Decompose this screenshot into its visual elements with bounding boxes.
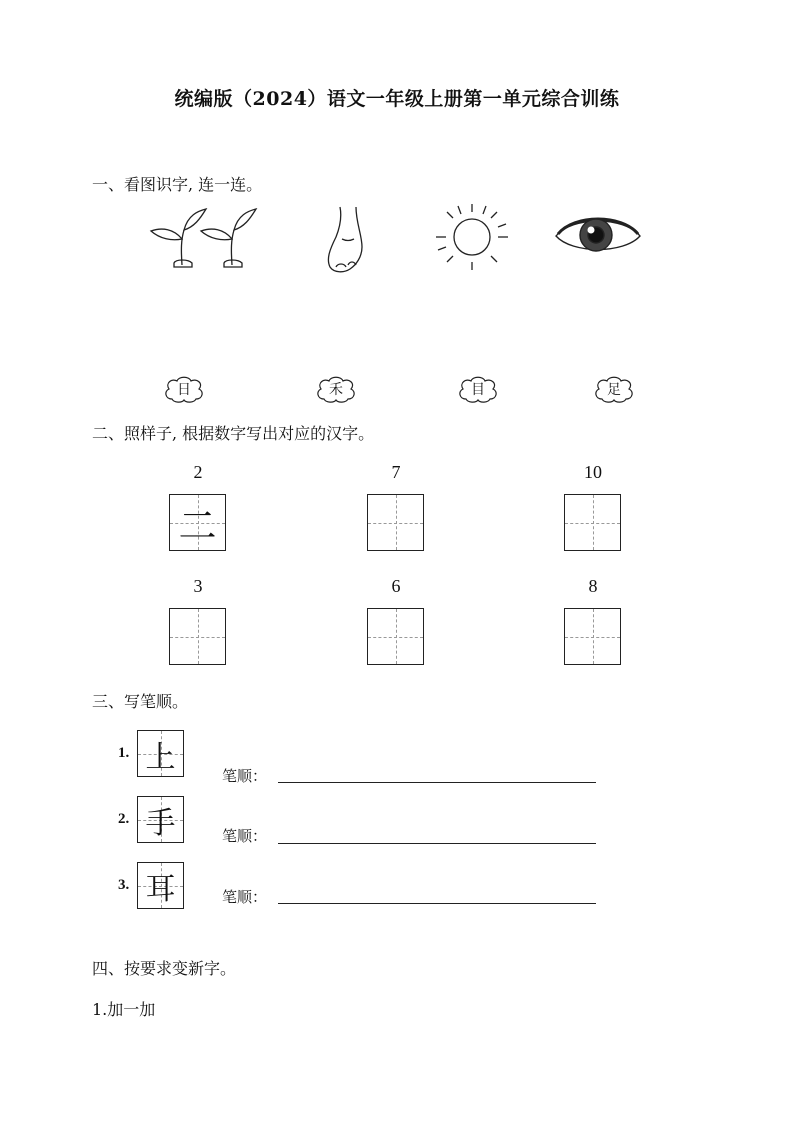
char-box — [137, 796, 184, 843]
word-card-mu[interactable] — [456, 374, 500, 404]
stroke-order-label: 笔顺： — [222, 827, 268, 845]
char-box — [137, 862, 184, 909]
item-index: 3. — [118, 877, 130, 893]
writing-box — [169, 494, 226, 551]
sprout-icon — [148, 205, 258, 271]
word-card-zu[interactable] — [592, 374, 636, 404]
char-box — [137, 730, 184, 777]
section4-heading: 四、按要求变新字。 — [92, 959, 237, 978]
answer-line[interactable] — [278, 843, 596, 844]
number-label: 10 — [584, 462, 602, 482]
stroke-char: 手 — [145, 805, 176, 841]
answer-char — [565, 609, 620, 664]
writing-box[interactable] — [367, 494, 424, 551]
item-index: 1. — [118, 745, 130, 761]
section2-heading: 二、照样子, 根据数字写出对应的汉字。 — [92, 424, 375, 443]
writing-box[interactable] — [367, 608, 424, 665]
word-label: 禾 — [329, 382, 343, 398]
stroke-char: 耳 — [145, 871, 176, 907]
page-title: 统编版（2024）语文一年级上册第一单元综合训练 — [174, 88, 620, 110]
answer-char — [565, 495, 620, 550]
answer-char — [368, 609, 423, 664]
word-card-he[interactable] — [314, 374, 358, 404]
foot-icon — [322, 205, 368, 275]
number-label: 3 — [193, 576, 203, 596]
stroke-order-label: 笔顺： — [222, 888, 268, 906]
answer-char: 二 — [178, 504, 217, 548]
word-label: 足 — [607, 382, 621, 398]
number-label: 2 — [193, 462, 203, 482]
section3-heading: 三、写笔顺。 — [92, 692, 189, 711]
writing-box[interactable] — [564, 494, 621, 551]
number-label: 8 — [588, 576, 598, 596]
writing-box[interactable] — [564, 608, 621, 665]
eye-icon — [554, 212, 642, 258]
answer-char — [368, 495, 423, 550]
answer-line[interactable] — [278, 782, 596, 783]
answer-line[interactable] — [278, 903, 596, 904]
stroke-char: 上 — [145, 739, 176, 775]
number-label: 7 — [391, 462, 401, 482]
word-label: 目 — [471, 382, 485, 398]
section1-heading: 一、看图识字, 连一连。 — [92, 175, 263, 194]
subsection-heading: 1.加一加 — [92, 1000, 156, 1019]
word-label: 日 — [177, 382, 191, 398]
answer-char — [170, 609, 225, 664]
writing-box[interactable] — [169, 608, 226, 665]
word-card-ri[interactable] — [162, 374, 206, 404]
number-label: 6 — [391, 576, 401, 596]
sun-icon — [434, 202, 510, 272]
item-index: 2. — [118, 811, 130, 827]
stroke-order-label: 笔顺： — [222, 767, 268, 785]
